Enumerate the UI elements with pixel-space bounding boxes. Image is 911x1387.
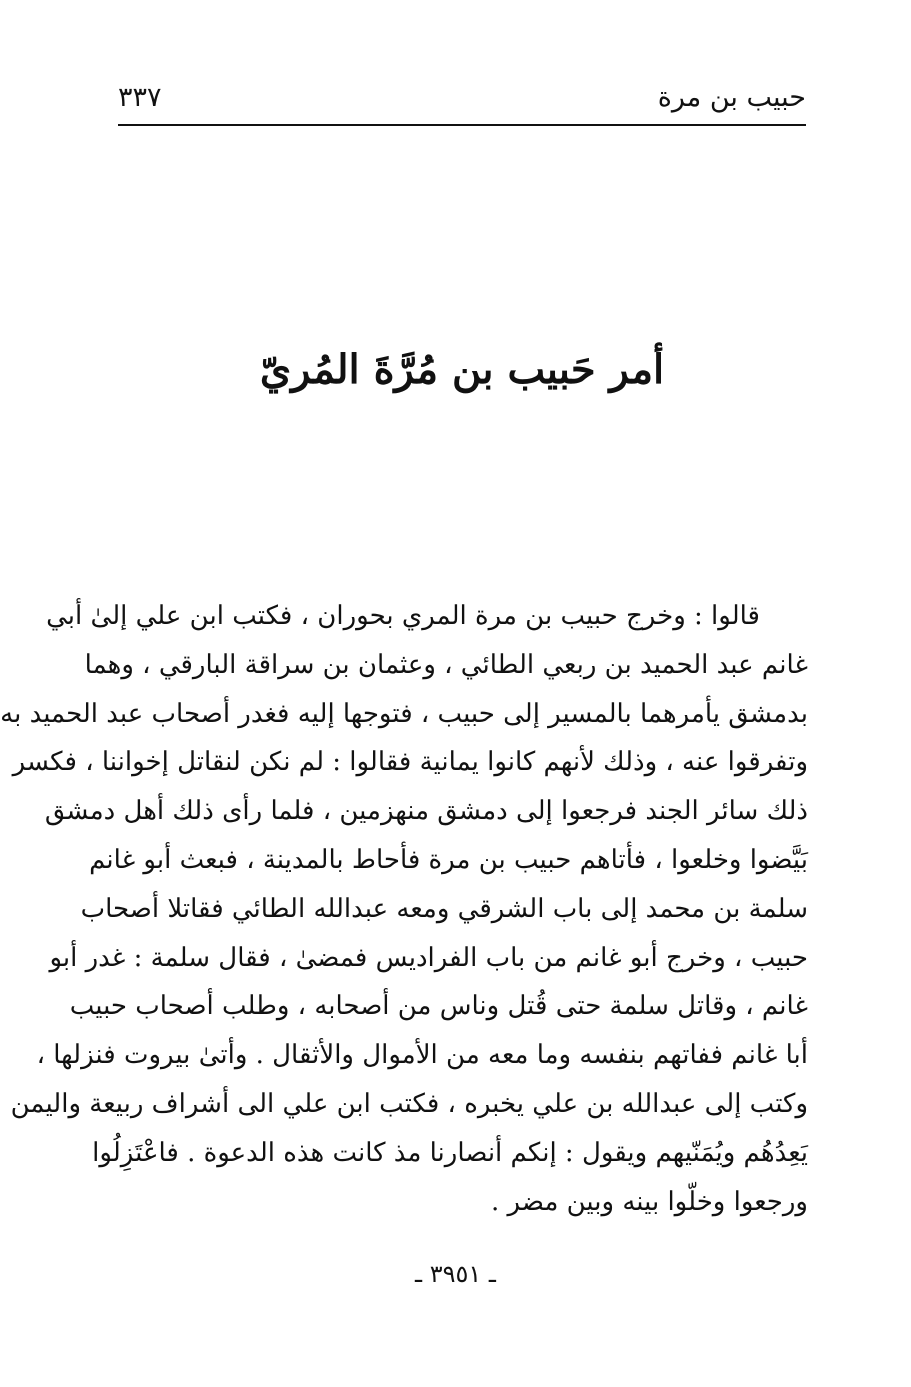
body-line: يَعِدُهُم ويُمَنّيهم ويقول : إنكم أنصارنا مذ كانت هذه الدعوة . فاعْتَزِلُوا: [92, 1137, 808, 1168]
page-header: [118, 78, 806, 118]
body-line: قالوا : وخرج حبيب بن مرة المري بحوران ، فكتب ابن علي إلىٰ أبي: [46, 601, 760, 631]
body-line: ورجعوا وخلّوا بينه وبين مضر .: [491, 1186, 808, 1217]
body-line: سلمة بن محمد إلى باب الشرقي ومعه عبدالله الطائي فقاتلا أصحاب: [80, 893, 808, 924]
body-line: بدمشق يأمرهما بالمسير إلى حبيب ، فتوجها إليه فغدر أصحاب عبد الحميد به: [0, 698, 808, 729]
body-line: غانم ، وقاتل سلمة حتى قُتل وناس من أصحابه ، وطلب أصحاب حبيب: [69, 991, 808, 1022]
chapter-title: أمر حَبيب بن مُرَّةَ المُريّ: [259, 346, 665, 393]
body-line: وتفرقوا عنه ، وذلك لأنهم كانوا يمانية فقالوا : لم نكن لنقاتل إخواننا ، فكسر: [12, 747, 808, 778]
body-line: حبيب ، وخرج أبو غانم من باب الفراديس فمضىٰ ، فقال سلمة : غدر أبو: [49, 942, 808, 973]
page-number: ٣٣٧: [118, 82, 162, 113]
footer-page-number: ـ ٣٩٥١ ـ: [415, 1260, 496, 1288]
header-divider: [118, 124, 806, 126]
body-line: بَيَّضوا وخلعوا ، فأتاهم حبيب بن مرة فأحاط بالمدينة ، فبعث أبو غانم: [89, 844, 808, 875]
running-title: حبيب بن مرة: [657, 82, 806, 113]
body-line: ذلك سائر الجند فرجعوا إلى دمشق منهزمين ، فلما رأى ذلك أهل دمشق: [44, 796, 808, 827]
body-line: أبا غانم ففاتهم بنفسه وما معه من الأموال والأثقال . وأتىٰ بيروت فنزلها ،: [36, 1040, 808, 1071]
body-line: وكتب إلى عبدالله بن علي يخبره ، فكتب ابن علي الى أشراف ربيعة واليمن: [10, 1088, 808, 1119]
body-line: غانم عبد الحميد بن ربعي الطائي ، وعثمان بن سراقة البارقي ، وهما: [84, 649, 808, 680]
body-text: [0, 592, 808, 1226]
